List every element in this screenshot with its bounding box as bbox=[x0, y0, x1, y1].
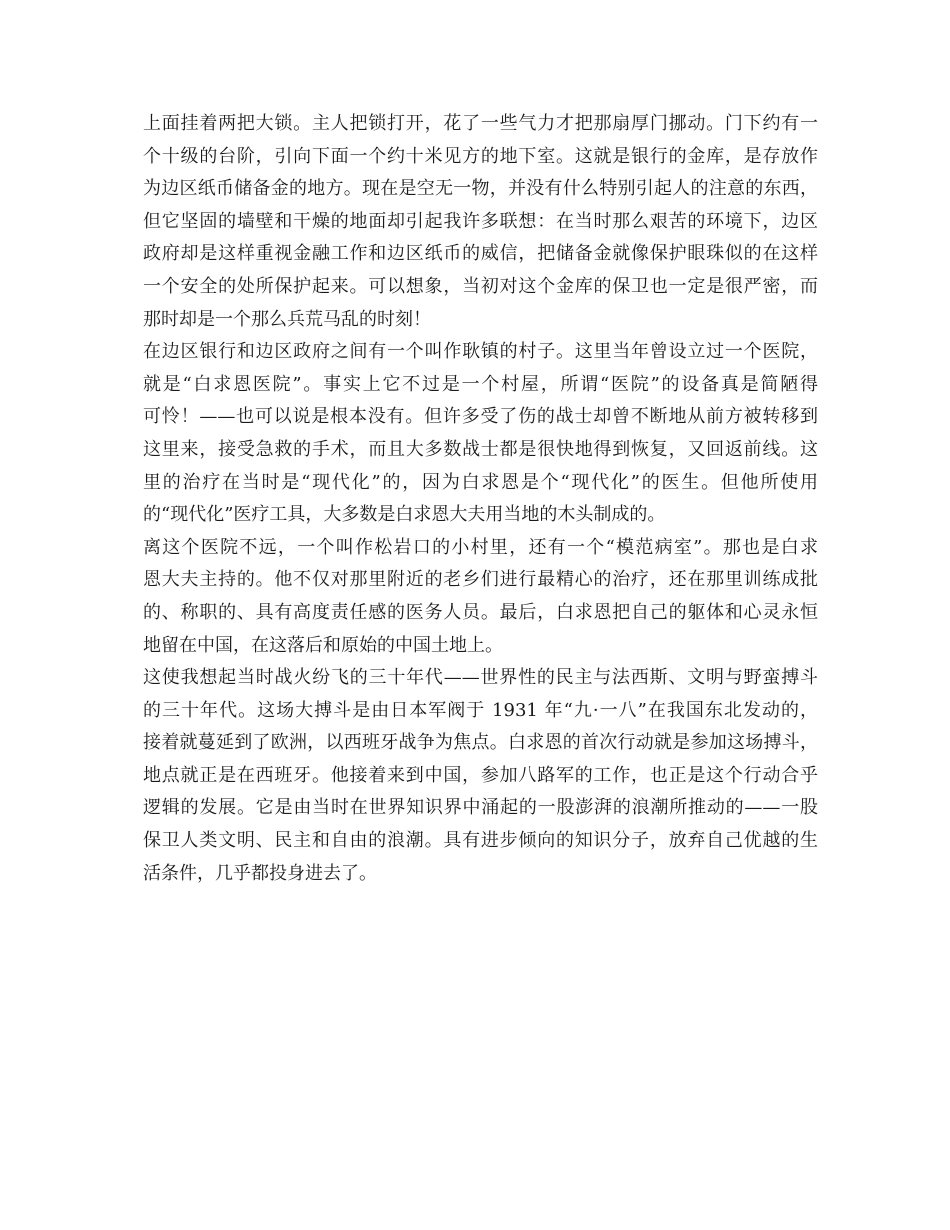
text-line: 但它坚固的墙壁和干燥的地面却引起我许多联想：在当时那么艰苦的环境下，边区 bbox=[143, 210, 818, 232]
text-line: 的三十年代。这场大搏斗是由日本军阀于 1931 年“九·一八”在我国东北发动的， bbox=[143, 699, 818, 721]
text-line: 上面挂着两把大锁。主人把锁打开，花了一些气力才把那扇厚门挪动。门下约有一 bbox=[143, 113, 818, 134]
text-line: 政府却是这样重视金融工作和边区纸币的威信，把储备金就像保护眼珠似的在这样 bbox=[143, 243, 818, 265]
text-line: 个十级的台阶，引向下面一个约十米见方的地下室。这就是银行的金库，是存放作 bbox=[143, 145, 818, 167]
paragraph bbox=[143, 336, 818, 532]
paragraph bbox=[143, 662, 818, 890]
text-line: 离这个医院不远，一个叫作松岩口的小村里，还有一个“模范病室”。那也是白求 bbox=[143, 536, 818, 558]
text-line: 可怜！——也可以说是根本没有。但许多受了伤的战士却曾不断地从前方被转移到 bbox=[143, 406, 818, 428]
text-line: 为边区纸币储备金的地方。现在是空无一物，并没有什么特别引起人的注意的东西， bbox=[143, 178, 818, 200]
paragraph bbox=[143, 532, 818, 662]
text-line: 里的治疗在当时是“现代化”的，因为白求恩是个“现代化”的医生。但他所使用 bbox=[143, 471, 818, 493]
text-line: 一个安全的处所保护起来。可以想象，当初对这个金库的保卫也一定是很严密，而 bbox=[143, 275, 818, 297]
text-line: 接着就蔓延到了欧洲，以西班牙战争为焦点。白求恩的首次行动就是参加这场搏斗， bbox=[143, 732, 818, 754]
text-line: 的“现代化”医疗工具，大多数是白求恩大夫用当地的木头制成的。 bbox=[143, 504, 666, 526]
text-line: 保卫人类文明、民主和自由的浪潮。具有进步倾向的知识分子，放弃自己优越的生 bbox=[143, 830, 818, 852]
document-body bbox=[143, 108, 818, 890]
text-line: 那时却是一个那么兵荒马乱的时刻！ bbox=[143, 308, 431, 330]
text-line: 活条件，几乎都投身进去了。 bbox=[143, 862, 377, 884]
paragraph bbox=[143, 108, 818, 336]
text-line: 的、称职的、具有高度责任感的医务人员。最后，白求恩把自己的躯体和心灵永恒 bbox=[143, 601, 818, 623]
text-line: 就是“白求恩医院”。事实上它不过是一个村屋，所谓“医院”的设备真是简陋得 bbox=[143, 373, 818, 395]
text-line: 这使我想起当时战火纷飞的三十年代——世界性的民主与法西斯、文明与野蛮搏斗 bbox=[143, 667, 818, 689]
text-line: 地留在中国，在这落后和原始的中国土地上。 bbox=[143, 634, 503, 656]
text-line: 地点就正是在西班牙。他接着来到中国，参加八路军的工作，也正是这个行动合乎 bbox=[143, 764, 818, 786]
text-line: 在边区银行和边区政府之间有一个叫作耿镇的村子。这里当年曾设立过一个医院， bbox=[143, 341, 818, 363]
text-line: 恩大夫主持的。他不仅对那里附近的老乡们进行最精心的治疗，还在那里训练成批 bbox=[143, 569, 818, 591]
text-line: 逻辑的发展。它是由当时在世界知识界中涌起的一股澎湃的浪潮所推动的——一股 bbox=[143, 797, 818, 819]
text-line: 这里来，接受急救的手术，而且大多数战士都是很快地得到恢复，又回返前线。这 bbox=[143, 438, 818, 460]
